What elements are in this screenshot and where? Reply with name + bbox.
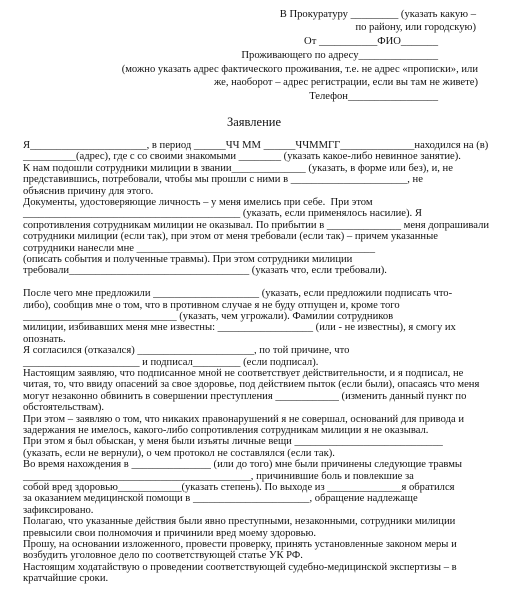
body-line: Во время нахождения в _______________ (или до того) мне были причинены следующие травмы [23,459,463,471]
header-line: В Прокуратуру _________ (указать какую – [279,9,476,20]
body-line: могут незаконно обвинить в совершении преступления ____________ (изменить данный пункт по [23,390,467,402]
header-line: (можно указать адрес фактического проживания, т.е. не адрес «прописки», или [121,64,478,75]
body-line: Полагаю, что указанные действия были явно преступными, незаконными, сотрудники милиции [23,516,456,528]
body-line: собой вред здоровью____________(указать степень). По выходе из ______________я обратился [23,482,455,493]
body-line: К нам подошли сотрудники милиции в звании______________ (указать, в форме или без), и, не [23,162,453,174]
body-line: (описать события и полученные травмы). При этом сотрудники милиции [23,254,353,265]
body-line: ______________________ и подписал_________ (если подписал). [23,356,319,368]
body-line: сотрудники милиции (если так), при этом от меня требовали (если так) – причем указанные [23,231,438,243]
body-line: милиции, избивавших меня мне известны: __________________ (или - не известны), я смогу их [23,322,456,334]
body-line: __________(адрес), где с со своими знакомыми ________ (указать какое-либо невинное занятие). [23,151,461,163]
body-line: задержания не имелось, какого-либо сопротивления сотрудникам милиции я не оказывал. [23,425,429,436]
page-title: Заявление [226,115,281,129]
body-line: Документы, удостоверяющие личность – у меня имелись при себе. При этом [23,197,373,208]
body-line: объяснив причину для этого. [23,185,154,197]
body-line: Настоящим ходатайствую о проведении соответствующей судебно-медицинской экспертизы – в [23,561,457,573]
body-line: возбудить уголовное дело по соответствующей статье УК РФ. [23,550,303,562]
body-line: обстоятельствам). [23,402,105,414]
body-line: Прошу, на основании изложенного, провести проверку, принять установленные законом меры и [23,539,457,550]
header-line: От ___________ФИО_______ [304,36,438,47]
body-line: _________________________________________ (указать, если применялось насилие). Я [23,208,422,220]
body-line: Настоящим заявляю, что подписанное мной не соответствует действительности, и я подписал, не [23,368,464,379]
body-line: кратчайшие сроки. [23,573,109,585]
body-line: ___________________________________________, причинившие боль и повлекшие за [23,470,414,482]
header-line: Телефон_________________ [309,91,438,102]
body-line: При этом я был обыскан, у меня были изъяты личные вещи ____________________________ [23,436,443,448]
header-line: Проживающего по адресу_______________ [241,50,438,61]
body-line: сопротивления сотрудникам милиции не оказывал. По прибытии в ______________ меня допрашивали [23,219,490,231]
body-line: сотрудники нанесли мне _____________________________________________ [23,242,375,254]
body-line: _____________________________ (указать, чем угрожали). Фамилии сотрудников [23,311,394,322]
body-line: превысили свои полномочия и причинили вред моему здоровью. [23,527,317,539]
body-line: При этом – заявляю о том, что никаких правонарушений я не совершал, оснований для привода и [23,413,464,425]
body-line: представившись, потребовали, чтобы мы прошли с ними в ______________________, не [23,174,423,186]
header-line: же, наоборот – адрес регистрации, если вы там не живете) [213,77,478,88]
header-line: по району, или городскую) [355,22,476,33]
body-line: либо), сообщив мне о том, что в противном случае я не буду отпущен и, кроме того [23,299,400,311]
body-line: требовали__________________________________ (указать что, если требовали). [23,265,387,277]
body-line: читая, то, что ввиду опасений за свое здоровье, под действием пыток (если были), опасаясь что меня [23,379,480,391]
body-line: Я______________________, в период ______ЧЧ ММ ______ЧЧММГГ______________находился на (в) [23,140,489,151]
body-line: за оказанием медицинской помощи в ______________________, обращение надлежаще [23,493,418,505]
body-line: После чего мне предложили ____________________ (указать, если предложили подписать что- [23,288,453,300]
body-line: зафиксировано. [23,504,94,516]
body-line: опознать. [23,333,66,345]
body-line: Я согласился (отказался) ______________________, по той причине, что [23,345,350,357]
body-line: (указать, если не вернули), о чем протокол не составлялся (если так). [23,447,335,459]
